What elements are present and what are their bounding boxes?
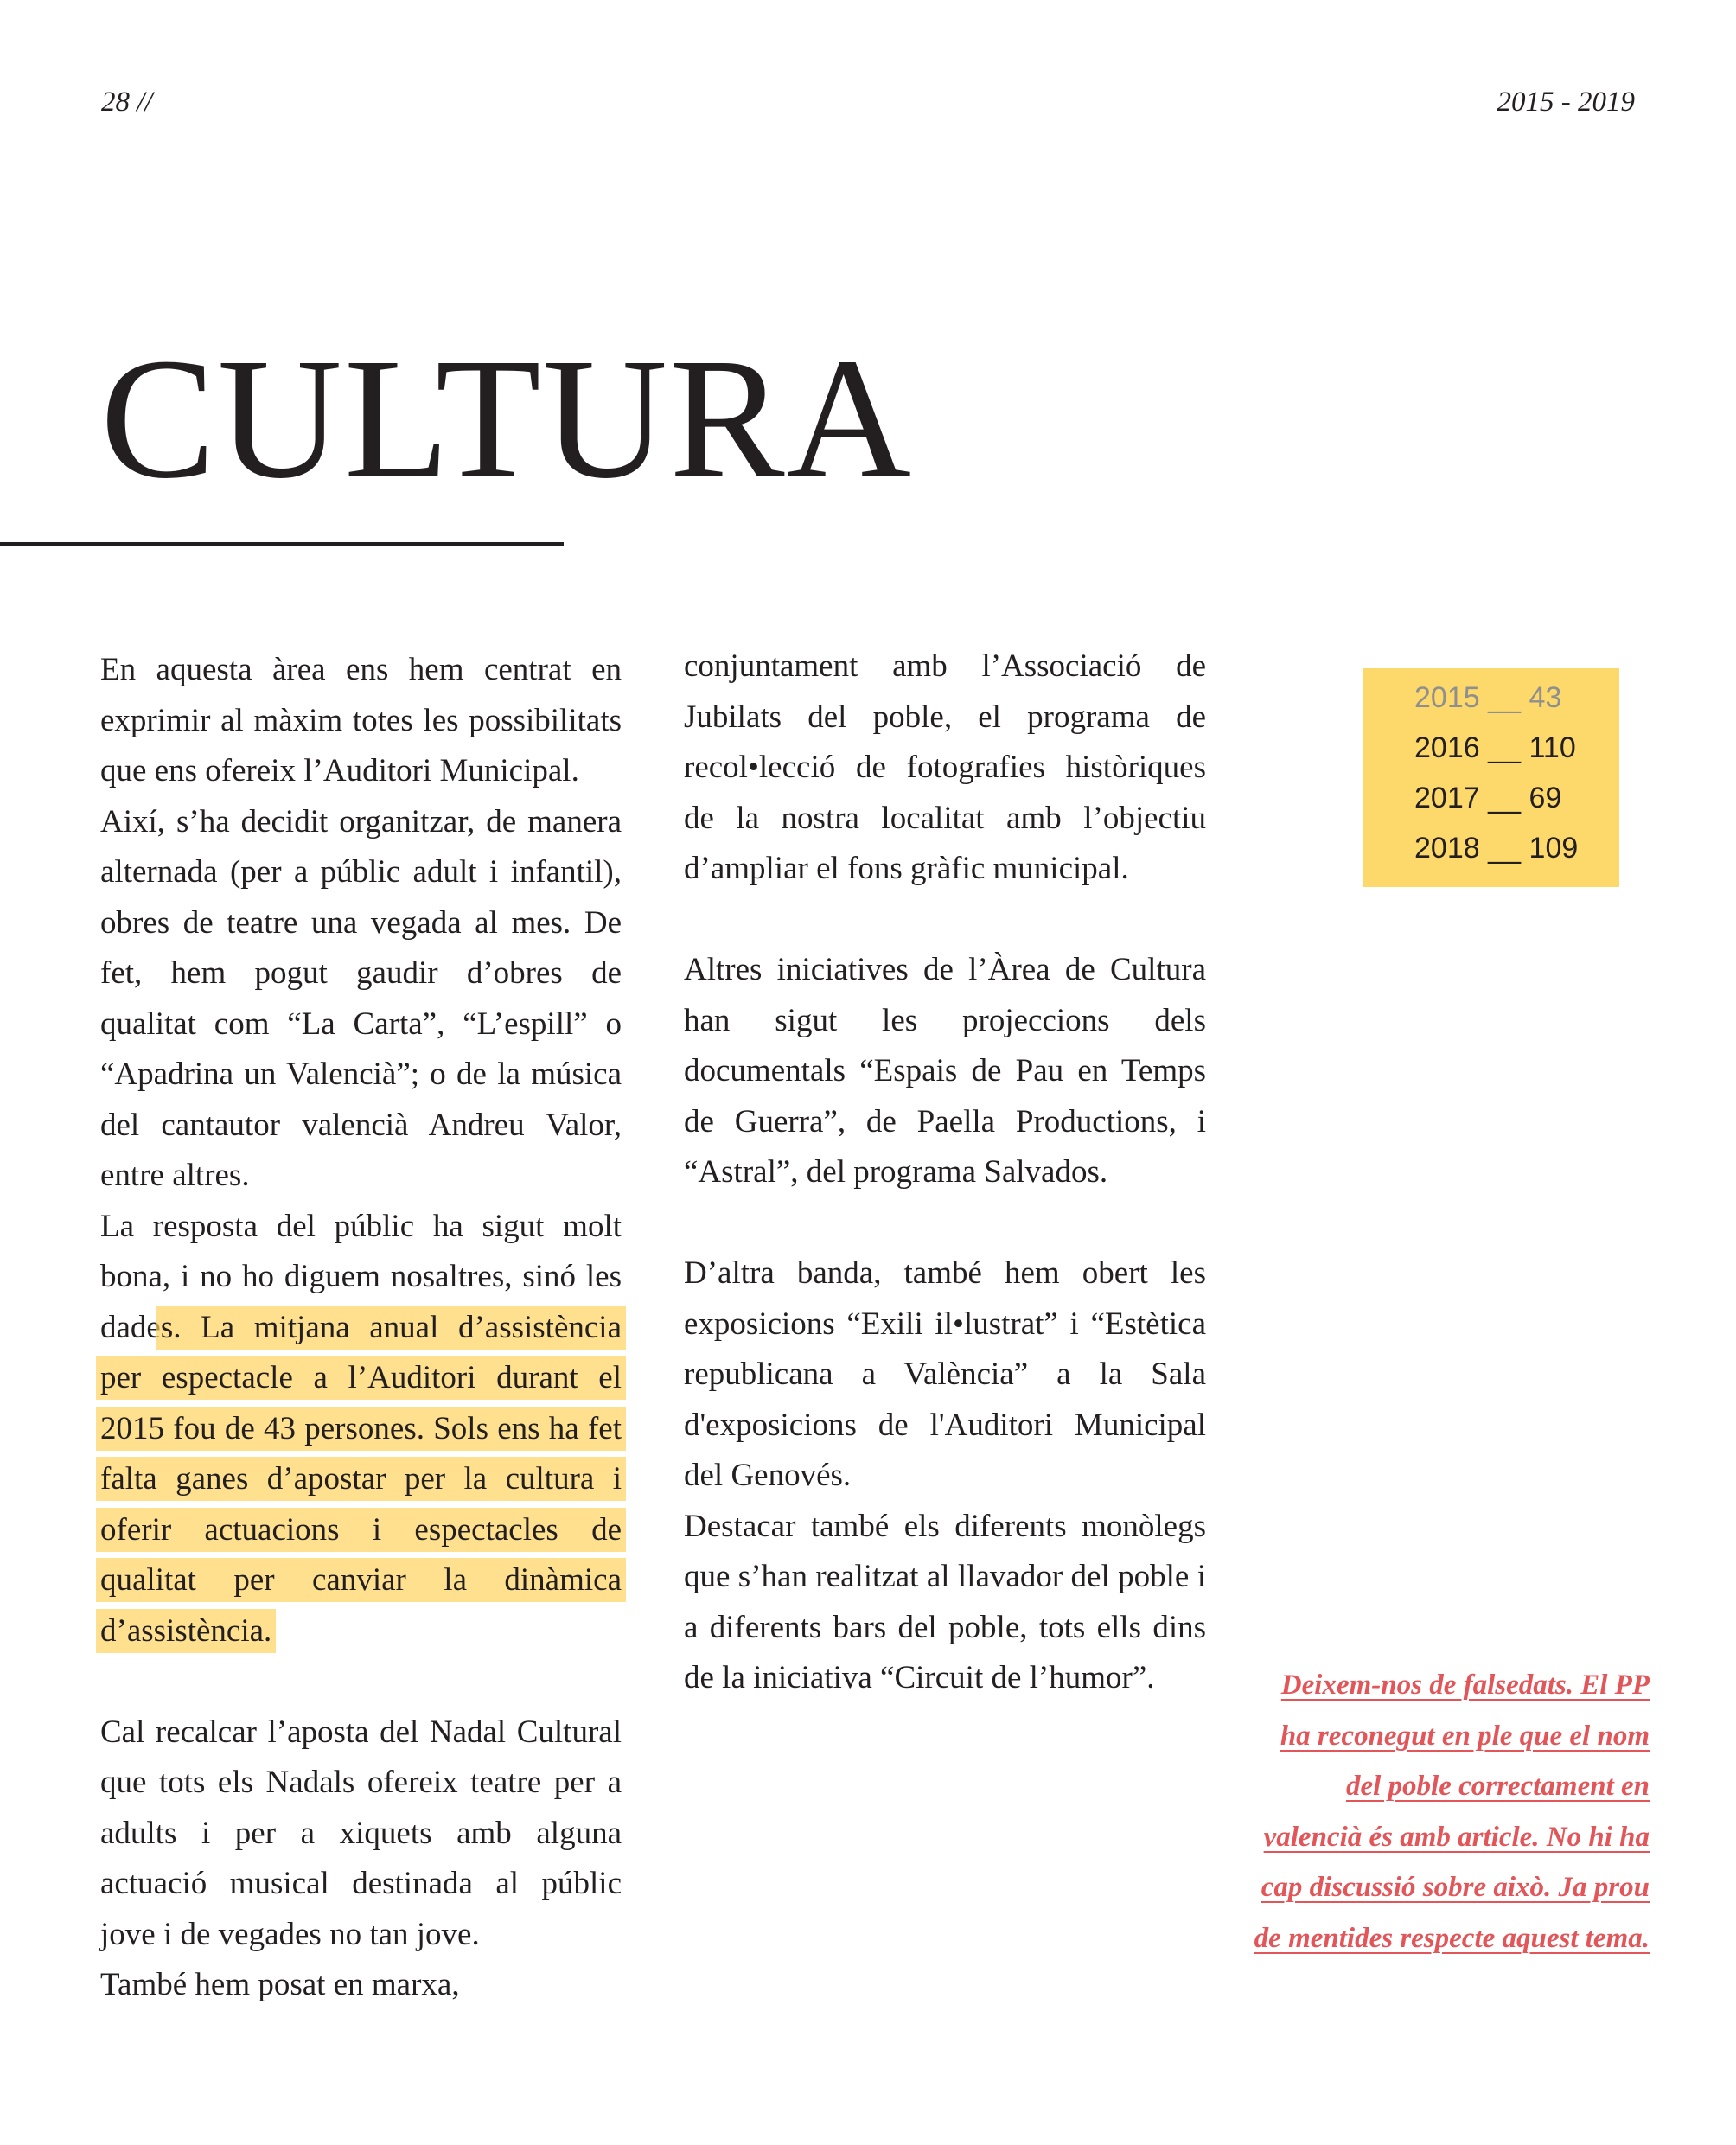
paragraph: Destacar també els diferents monòlegs que s’han realitzat al llavador del poble i a diferents bars del poble, tots ells dins de la iniciativa “Circuit de l’humor”. bbox=[684, 1508, 1206, 1695]
attendance-row-2016 bbox=[1414, 723, 1578, 773]
paragraph-text: La resposta del públic ha sigut molt bona, i no ho diguem nosaltres, sinó les dade bbox=[100, 1208, 622, 1345]
page-number: 28 // bbox=[101, 86, 153, 118]
highlighted-text: s. La mitjana anual d’assistència per espectacle a l’Auditori durant el 2015 fou de 43 persones. Sols ens ha fet falta ganes d’apostar per la cultura i oferir actuacions i espectacles de qualitat per canviar la dinàmica d’assistència. bbox=[100, 1309, 622, 1649]
paragraph: Altres iniciatives de l’Àrea de Cultura han sigut les projeccions dels documentals “Espais de Pau en Temps de Guerra”, de Paella Productions, i “Astral”, del programa Salvados. bbox=[684, 952, 1206, 1190]
title-divider bbox=[0, 542, 564, 546]
section-title: CULTURA bbox=[100, 323, 914, 514]
attendance-stats-box bbox=[1363, 668, 1619, 887]
attendance-separator: __ bbox=[1488, 832, 1521, 865]
attendance-value: 110 bbox=[1529, 731, 1576, 764]
annotation-note: Deixem-nos de falsedats. El PP ha reconegut en ple que el nom del poble correctament en valencià és amb article. No hi ha cap discussió sobre això. Ja prou de mentides respecte aquest tema. bbox=[1254, 1669, 1650, 1954]
attendance-row-2015 bbox=[1414, 673, 1578, 723]
paragraph: També hem posat en marxa, bbox=[100, 1967, 460, 2002]
attendance-year: 2015 bbox=[1414, 681, 1480, 714]
attendance-value: 69 bbox=[1529, 782, 1562, 814]
attendance-separator: __ bbox=[1488, 782, 1521, 814]
paragraph: Així, s’ha decidit organitzar, de manera alternada (per a públic adult i infantil), obres de teatre una vegada al mes. De fet, hem pogut gaudir d’obres de qualitat com “La Carta”, “L’espill” o “Apadrina un Valencià”; o de la música del cantautor valencià Andreu Valor, entre altres. bbox=[100, 803, 622, 1193]
attendance-row-2018 bbox=[1414, 823, 1578, 873]
attendance-list bbox=[1414, 673, 1578, 873]
attendance-separator: __ bbox=[1488, 731, 1521, 764]
paragraph: Cal recalcar l’aposta del Nadal Cultural que tots els Nadals ofereix teatre per a adults i per a xiquets amb alguna actuació musical destinada al públic jove i de vegades no tan jove. bbox=[100, 1714, 622, 1952]
attendance-separator: __ bbox=[1488, 681, 1521, 714]
attendance-row-2017 bbox=[1414, 773, 1578, 823]
attendance-value: 109 bbox=[1529, 832, 1579, 865]
attendance-year: 2018 bbox=[1414, 832, 1480, 865]
text-column-middle bbox=[684, 642, 1206, 1704]
paragraph bbox=[100, 1202, 622, 1657]
page-years: 2015 - 2019 bbox=[1497, 86, 1635, 118]
paragraph: conjuntament amb l’Associació de Jubilats del poble, el programa de recol•lecció de fotografies històriques de la nostra localitat amb l’objectiu d’ampliar el fons gràfic municipal. bbox=[684, 648, 1206, 886]
paragraph: D’altra banda, també hem obert les exposicions “Exili il•lustrat” i “Estètica republicana a València” a la Sala d'exposicions de l'Auditori Municipal del Genovés. bbox=[684, 1255, 1206, 1493]
attendance-year: 2016 bbox=[1414, 731, 1480, 764]
text-column-left bbox=[100, 645, 622, 2011]
attendance-value: 43 bbox=[1529, 681, 1562, 714]
attendance-year: 2017 bbox=[1414, 782, 1480, 814]
paragraph: En aquesta àrea ens hem centrat en exprimir al màxim totes les possibilitats que ens ofereix l’Auditori Municipal. bbox=[100, 652, 622, 788]
